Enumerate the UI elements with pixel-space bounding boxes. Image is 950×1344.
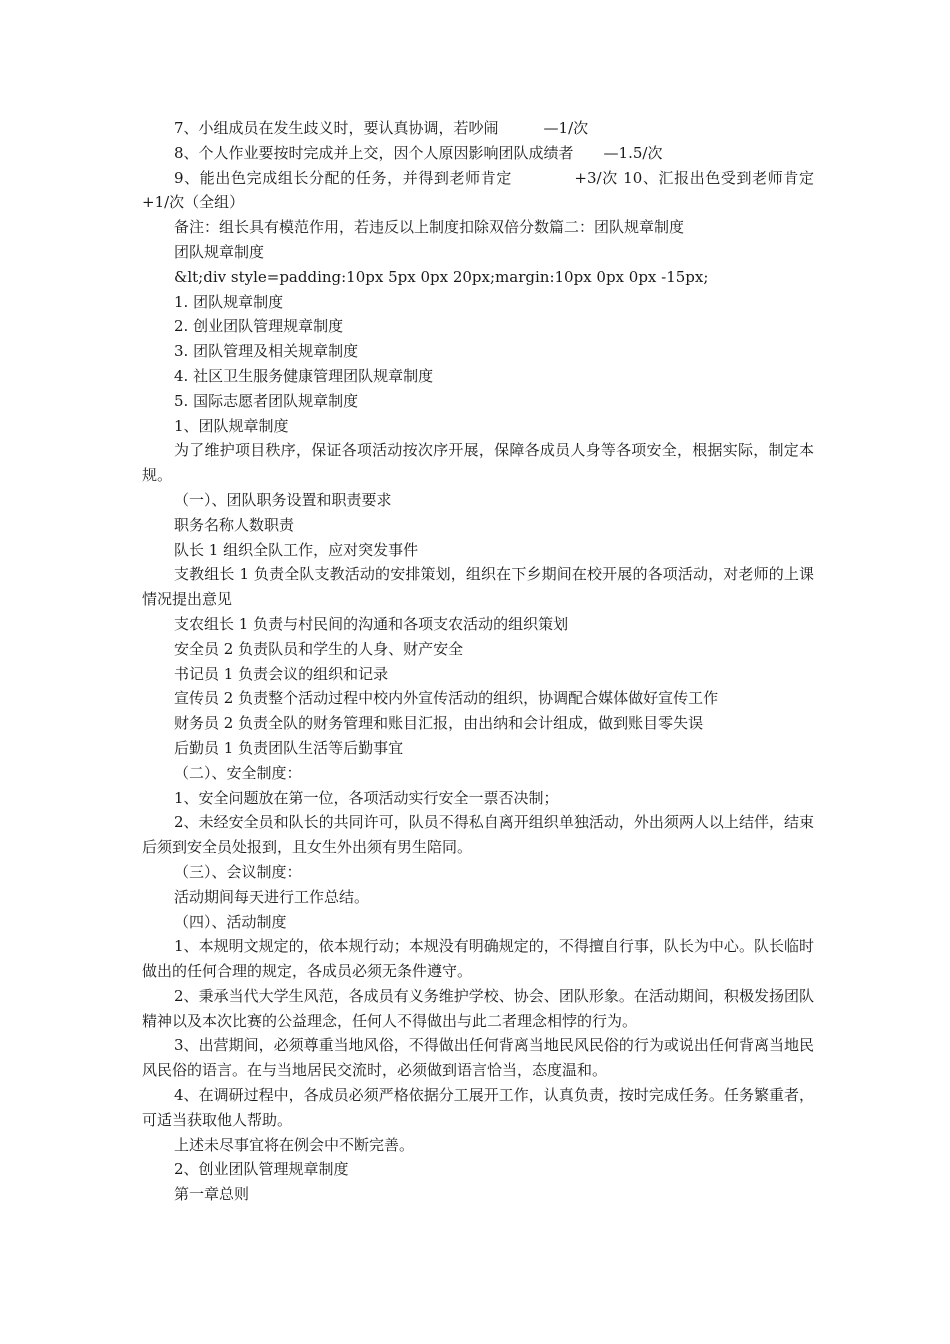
subsection-heading-1: （一）、团队职务设置和职责要求 <box>174 490 392 509</box>
activity-rule-3: 3、出营期间，必须尊重当地风俗，不得做出任何背离当地民风民俗的行为或说出任何背离当地民风民俗的语言。在与当地居民交流时，必须做到语言恰当，态度温和。 <box>142 1036 814 1080</box>
role-teaching-leader: 支教组长 1 负责全队支教活动的安排策划，组织在下乡期间在校开展的各项活动，对老师的上课情况提出意见 <box>142 565 814 609</box>
activity-rule-4: 4、在调研过程中，各成员必须严格依据分工展开工作，认真负责，按时完成任务。任务繁重者，可适当获取他人帮助。 <box>142 1086 814 1129</box>
safety-rule-2: 2、未经安全员和队长的共同许可，队员不得私自离开组织单独活动，外出须两人以上结伴，结束后须到安全员处报到，且女生外出须有男生陪同。 <box>142 813 814 857</box>
paragraph-rule-9-10: 9、能出色完成组长分配的任务，并得到老师肯定 +3/次 10、汇报出色受到老师肯定 +1/次（全组） <box>142 168 860 212</box>
subsection-heading-4: （四）、活动制度 <box>174 912 287 931</box>
subsection-heading-2: （二）、安全制度： <box>174 763 302 782</box>
role-farming-leader: 支农组长 1 负责与村民间的沟通和各项支农活动的组织策划 <box>174 614 569 633</box>
role-safety-officer: 安全员 2 负责队员和学生的人身、财产安全 <box>174 639 464 658</box>
paragraph-rule-7: 7、小组成员在发生歧义时，要认真协调，若吵闹 —1/次 <box>174 119 589 137</box>
list-item-5: 5. 国际志愿者团队规章制度 <box>174 391 359 410</box>
list-item-3: 3. 团队管理及相关规章制度 <box>174 342 359 361</box>
section-heading-1: 1、团队规章制度 <box>174 416 289 435</box>
chapter-heading-1: 第一章总则 <box>174 1185 250 1204</box>
role-captain: 队长 1 组织全队工作，应对突发事件 <box>174 540 419 559</box>
document-body <box>142 116 860 1207</box>
subsection-heading-3: （三）、会议制度： <box>174 862 302 881</box>
role-logistics: 后勤员 1 负责团队生活等后勤事宜 <box>174 738 404 757</box>
paragraph-html-fragment: &lt;div style=padding:10px 5px 0px 20px;margin:10px 0px 0px -15px; <box>174 267 709 286</box>
paragraph-purpose: 为了维护项目秩序，保证各项活动按次序开展，保障各成员人身等各项安全，根据实际，制定本规。 <box>142 441 814 485</box>
meeting-rule: 活动期间每天进行工作总结。 <box>174 887 370 906</box>
role-table-header: 职务名称人数职责 <box>174 515 295 534</box>
paragraph-note: 备注：组长具有模范作用，若违反以上制度扣除双倍分数篇二：团队规章制度 <box>174 218 685 237</box>
section-heading-2: 2、创业团队管理规章制度 <box>174 1160 349 1179</box>
activity-rule-2: 2、秉承当代大学生风范，各成员有义务维护学校、协会、团队形象。在活动期间，积极发扬团队精神以及本次比赛的公益理念，任何人不得做出与此二者理念相悖的行为。 <box>142 986 814 1030</box>
paragraph-heading-team-rules: 团队规章制度 <box>174 242 265 261</box>
list-item-4: 4. 社区卫生服务健康管理团队规章制度 <box>174 366 434 385</box>
role-finance: 财务员 2 负责全队的财务管理和账目汇报，由出纳和会计组成，做到账目零失误 <box>174 714 704 733</box>
paragraph-rule-8: 8、个人作业要按时完成并上交，因个人原因影响团队成绩者 —1.5/次 <box>174 143 663 162</box>
activity-rule-1: 1、本规明文规定的，依本规行动；本规没有明确规定的，不得擅自行事，队长为中心。队长临时做出的任何合理的规定，各成员必须无条件遵守。 <box>142 937 814 981</box>
closing-note: 上述未尽事宜将在例会中不断完善。 <box>174 1135 415 1154</box>
list-item-1: 1. 团队规章制度 <box>174 292 284 311</box>
safety-rule-1: 1、安全问题放在第一位，各项活动实行安全一票否决制； <box>174 788 559 807</box>
role-publicity: 宣传员 2 负责整个活动过程中校内外宣传活动的组织，协调配合媒体做好宣传工作 <box>174 689 719 708</box>
role-secretary: 书记员 1 负责会议的组织和记录 <box>174 664 389 683</box>
list-item-2: 2. 创业团队管理规章制度 <box>174 317 344 336</box>
